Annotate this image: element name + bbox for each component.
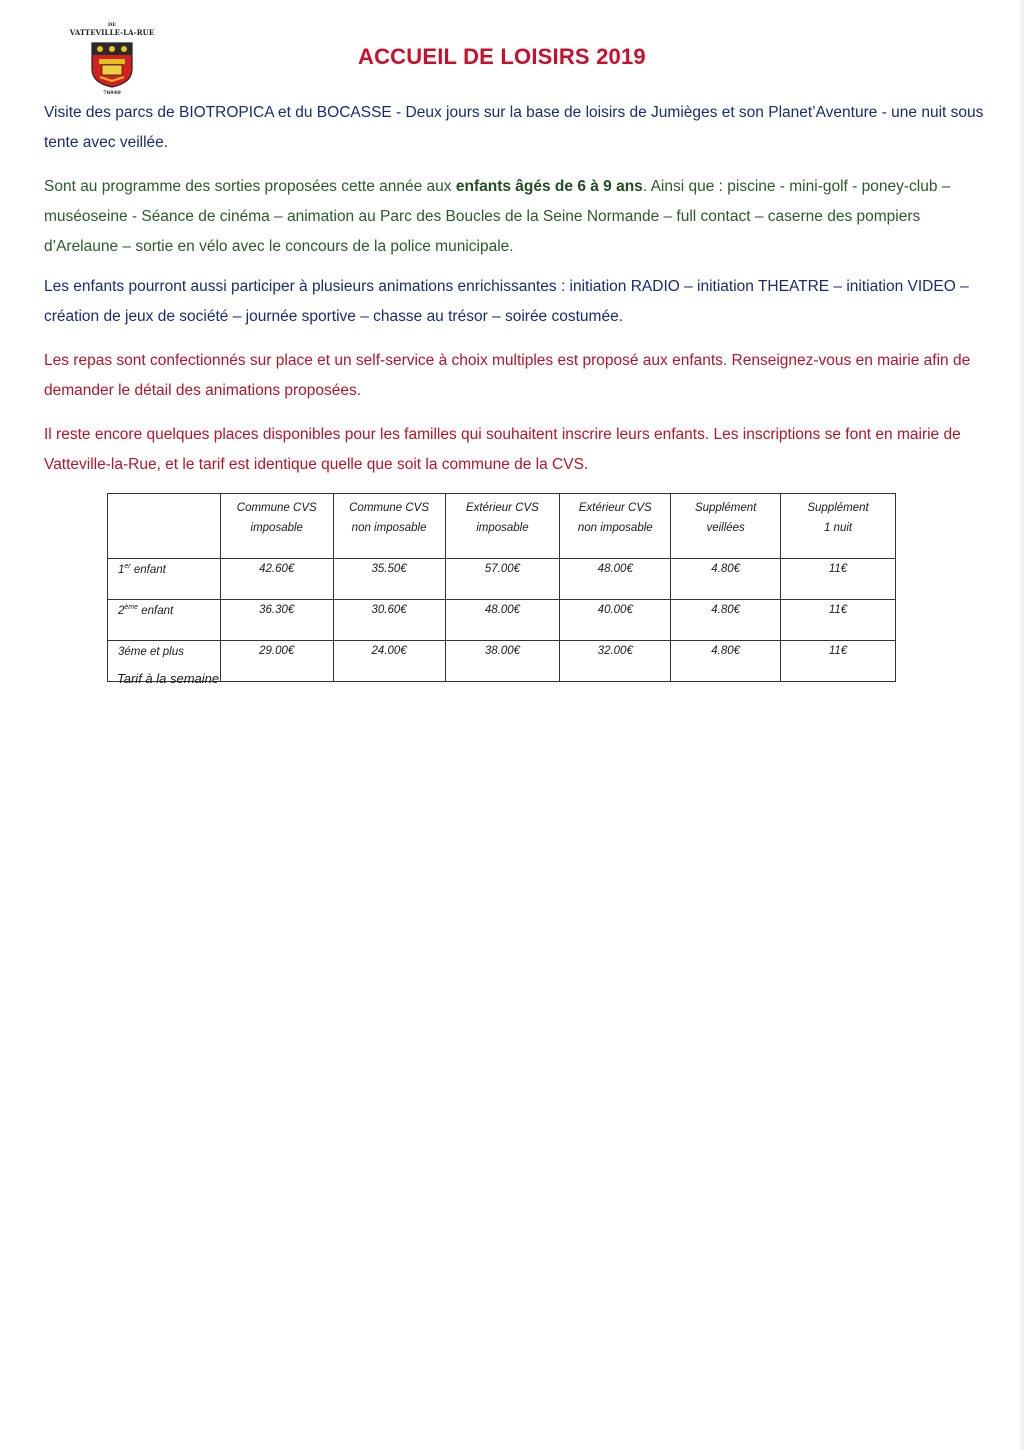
table-header-empty <box>108 494 221 559</box>
row-label: 1er enfant <box>108 559 221 600</box>
table-footnote: Tarif à la semaine <box>117 671 220 686</box>
table-row <box>108 641 896 682</box>
rates-table <box>107 493 896 682</box>
table-cell: 4.80€ <box>671 559 781 600</box>
row-label: 2ème enfant <box>108 600 221 641</box>
table-cell: 11€ <box>781 559 896 600</box>
table-row <box>108 600 896 641</box>
page-title: ACCUEIL DE LOISIRS 2019 <box>358 44 646 69</box>
table-cell: 29.00€ <box>220 641 333 682</box>
table-header: Supplément 1 nuit <box>781 494 896 559</box>
table-header: Commune CVS imposable <box>220 494 333 559</box>
table-cell: 42.60€ <box>220 559 333 600</box>
paragraph-program <box>44 172 994 262</box>
paragraph-visits: Visite des parcs de BIOTROPICA et du BOCASSE - Deux jours sur la base de loisirs de Jumièges et son Planet’Aventure - une nuit sous tente avec veillée. <box>44 104 984 151</box>
table-cell: 4.80€ <box>671 641 781 682</box>
table-header: Extérieur CVS non imposable <box>560 494 671 559</box>
paragraph-registration: Il reste encore quelques places disponibles pour les familles qui souhaitent inscrire leurs enfants. Les inscriptions se font en mairie de Vatteville-la-Rue, et le tarif est identique quelle que soit la commune de la CVS. <box>44 426 961 473</box>
table-row <box>108 559 896 600</box>
table-header: Supplément veillées <box>671 494 781 559</box>
program-age-range: enfants âgés de 6 à 9 ans <box>455 178 643 195</box>
table-header-row <box>108 494 896 559</box>
town-header <box>62 22 162 97</box>
table-cell: 35.50€ <box>333 559 445 600</box>
coat-of-arms-icon <box>90 41 134 89</box>
table-cell: 4.80€ <box>671 600 781 641</box>
table-cell: 30.60€ <box>333 600 445 641</box>
table-header: Extérieur CVS imposable <box>445 494 560 559</box>
postcode: 76940 <box>103 90 121 96</box>
table-cell: 11€ <box>781 600 896 641</box>
table-header: Commune CVS non imposable <box>333 494 445 559</box>
program-activities: . Ainsi que : piscine - mini-golf - poney-club – muséoseine - Séance de cinéma – animation au Parc des Boucles de la Seine Normande – full contact – caserne des pompiers d’Arelaune – sortie en vélo avec le concours de la police municipale. <box>44 178 951 255</box>
table-cell: 36.30€ <box>220 600 333 641</box>
paragraph-meals: Les repas sont confectionnés sur place et un self-service à choix multiples est proposé aux enfants. Renseignez-vous en mairie afin de demander le détail des animations proposées. <box>44 352 971 399</box>
table-cell: 11€ <box>781 641 896 682</box>
paragraph-workshops: Les enfants pourront aussi participer à plusieurs animations enrichissantes : initiation RADIO – initiation THEATRE – initiation VIDEO – création de jeux de société – journée sportive – chasse au trésor – soirée costumée. <box>44 278 969 325</box>
row-label: 3éme et plus <box>108 641 221 682</box>
page-edge-shadow <box>1018 0 1024 1450</box>
table-cell: 48.00€ <box>560 559 671 600</box>
table-cell: 32.00€ <box>560 641 671 682</box>
table-cell: 38.00€ <box>445 641 560 682</box>
town-prefix: DE <box>107 22 117 28</box>
table-cell: 24.00€ <box>333 641 445 682</box>
table-cell: 40.00€ <box>560 600 671 641</box>
town-name: VATTEVILLE-LA-RUE <box>69 28 155 37</box>
table-cell: 48.00€ <box>445 600 560 641</box>
program-intro: Sont au programme des sorties proposées cette année aux <box>44 178 456 195</box>
table-cell: 57.00€ <box>445 559 560 600</box>
